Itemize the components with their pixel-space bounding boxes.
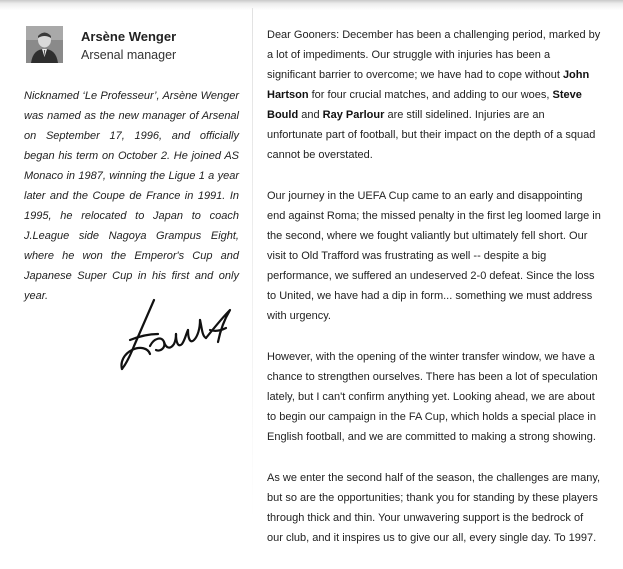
letter-paragraph [267, 25, 602, 165]
letter-paragraph: As we enter the second half of the season, the challenges are many, but so are the opportunities; thank you for standing by these players through thick and thin. Your unwavering support is the bedrock of our club, and it inspires us to give our all, every single day. To 1997. [267, 472, 601, 544]
letter-text: and [298, 109, 323, 121]
letter-text: are still sidelined. Injuries are an unfortunate part of football, but their impact on the depth of a squad cannot be overstated. [267, 109, 596, 161]
portrait-photo-icon [26, 26, 63, 63]
handwritten-signature-icon [110, 292, 240, 376]
column-divider [252, 8, 253, 520]
signature [110, 292, 240, 376]
player-name-bould: Steve Bould [267, 89, 582, 121]
author-name: Arsène Wenger [81, 29, 177, 44]
letter-text: for four crucial matches, and adding to our woes, [308, 89, 553, 101]
author-bio: Nicknamed ‘Le Professeur’, Arsène Wenger was named as the new manager of Arsenal on September 17, 1996, and officially began his term on October 2. He joined AS Monaco in 1987, winning the Ligue 1 a year later and the Coupe de France in 1991. In 1995, he relocated to Japan to coach J.League side Nagoya Grampus Eight, where he won the Emperor's Cup and Japanese Super Cup in his first and only year. [24, 90, 239, 302]
author-sidebar [0, 0, 252, 520]
letter-text: Dear Gooners: December has been a challenging period, marked by a lot of impediments. Our struggle with injuries has been a significant barrier to overcome; we have had to cope without [267, 29, 601, 81]
avatar [26, 26, 63, 63]
letter-body [267, 25, 602, 569]
letter-paragraph: However, with the opening of the winter transfer window, we have a chance to strengthen ourselves. There has been a lot of speculation lately, but I can't confirm anything yet. Looking ahead, we are about to begin our campaign in the FA Cup, which holds a special place in English football, and we are committed to making a strong showing. [267, 351, 598, 443]
author-header [26, 26, 176, 63]
letter-paragraph: Our journey in the UEFA Cup came to an early and disappointing end against Roma; the missed penalty in the first leg loomed large in the second, where we fought valiantly but ultimately fell short. Our visit to Old Trafford was frustrating as well -- despite a big performance, we suffered an undeserved 2-0 defeat. Since the loss to United, we have had a dip in form... something we must address with urgency. [267, 190, 601, 322]
author-role: Arsenal manager [81, 48, 177, 62]
player-name-parlour: Ray Parlour [322, 109, 385, 121]
author-name-block [81, 29, 176, 63]
player-name-hartson: John Hartson [267, 69, 590, 101]
